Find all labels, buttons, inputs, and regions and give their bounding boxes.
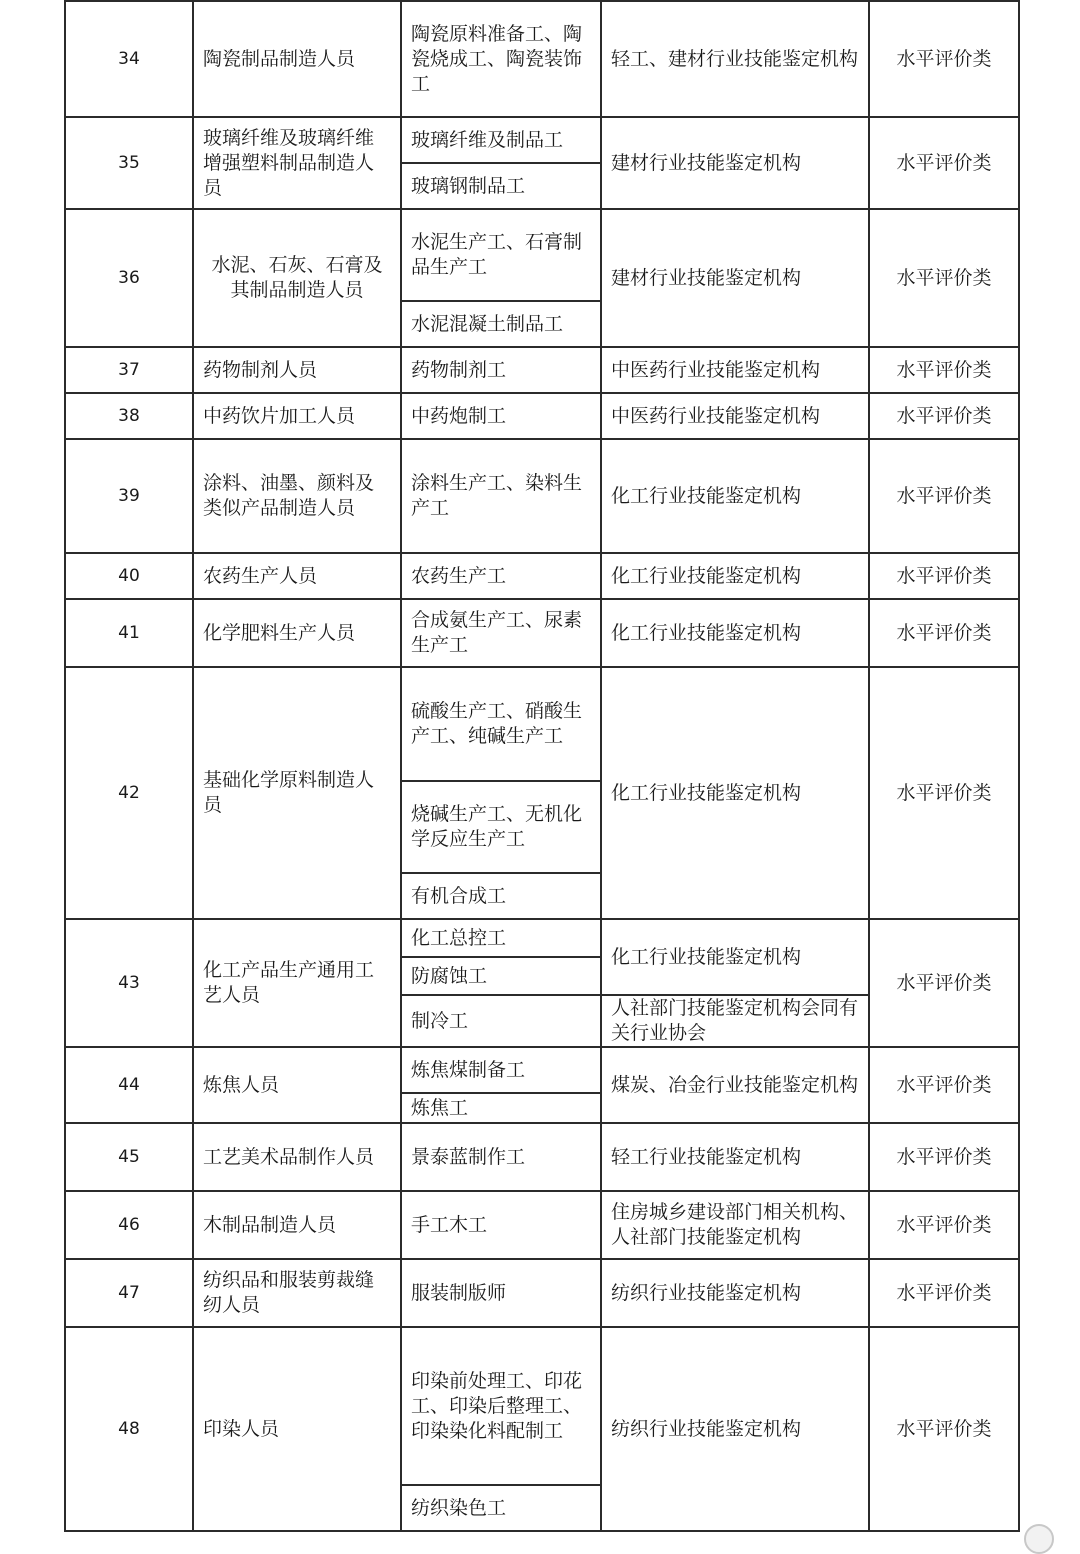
table-row (65, 553, 1019, 599)
agency-cell: 中医药行业技能鉴定机构 (601, 347, 869, 393)
agency-cell: 建材行业技能鉴定机构 (601, 117, 869, 209)
occupation-cell: 印染人员 (193, 1327, 401, 1531)
agency-cell: 化工行业技能鉴定机构 (601, 599, 869, 667)
occupation-cell: 工艺美术品制作人员 (193, 1123, 401, 1191)
occupation-cell: 化工产品生产通用工艺人员 (193, 919, 401, 1047)
row-number: 48 (65, 1327, 193, 1531)
row-number: 39 (65, 439, 193, 553)
job-cell: 炼焦工 (401, 1093, 601, 1123)
type-cell: 水平评价类 (869, 1259, 1019, 1327)
occupation-cell: 药物制剂人员 (193, 347, 401, 393)
row-number: 46 (65, 1191, 193, 1259)
table-row (65, 1191, 1019, 1259)
table-row (65, 117, 1019, 163)
job-cell: 炼焦煤制备工 (401, 1047, 601, 1093)
job-cell: 陶瓷原料准备工、陶瓷烧成工、陶瓷装饰工 (401, 1, 601, 117)
job-cell: 有机合成工 (401, 873, 601, 919)
occupation-table (64, 0, 1020, 1532)
row-number: 38 (65, 393, 193, 439)
job-cell: 手工木工 (401, 1191, 601, 1259)
job-cell: 玻璃钢制品工 (401, 163, 601, 209)
agency-cell: 中医药行业技能鉴定机构 (601, 393, 869, 439)
job-cell: 硫酸生产工、硝酸生产工、纯碱生产工 (401, 667, 601, 781)
job-cell: 玻璃纤维及制品工 (401, 117, 601, 163)
job-cell: 防腐蚀工 (401, 957, 601, 995)
agency-cell: 化工行业技能鉴定机构 (601, 439, 869, 553)
job-cell: 制冷工 (401, 995, 601, 1047)
occupation-cell: 木制品制造人员 (193, 1191, 401, 1259)
table-row (65, 393, 1019, 439)
type-cell: 水平评价类 (869, 209, 1019, 347)
type-cell: 水平评价类 (869, 439, 1019, 553)
job-cell: 纺织染色工 (401, 1485, 601, 1531)
occupation-cell: 陶瓷制品制造人员 (193, 1, 401, 117)
job-cell: 涂料生产工、染料生产工 (401, 439, 601, 553)
type-cell: 水平评价类 (869, 1327, 1019, 1531)
agency-cell: 住房城乡建设部门相关机构、人社部门技能鉴定机构 (601, 1191, 869, 1259)
job-cell: 中药炮制工 (401, 393, 601, 439)
table-row (65, 1047, 1019, 1093)
type-cell: 水平评价类 (869, 117, 1019, 209)
row-number: 36 (65, 209, 193, 347)
agency-cell: 煤炭、冶金行业技能鉴定机构 (601, 1047, 869, 1123)
row-number: 35 (65, 117, 193, 209)
row-number: 42 (65, 667, 193, 919)
type-cell: 水平评价类 (869, 667, 1019, 919)
type-cell: 水平评价类 (869, 1, 1019, 117)
table-row (65, 1, 1019, 117)
job-cell: 服装制版师 (401, 1259, 601, 1327)
occupation-cell: 纺织品和服装剪裁缝纫人员 (193, 1259, 401, 1327)
row-number: 43 (65, 919, 193, 1047)
agency-cell: 轻工、建材行业技能鉴定机构 (601, 1, 869, 117)
job-cell: 农药生产工 (401, 553, 601, 599)
agency-cell: 化工行业技能鉴定机构 (601, 667, 869, 919)
type-cell: 水平评价类 (869, 1123, 1019, 1191)
type-cell: 水平评价类 (869, 347, 1019, 393)
job-cell: 景泰蓝制作工 (401, 1123, 601, 1191)
table-row (65, 439, 1019, 553)
table-row (65, 347, 1019, 393)
table-row (65, 209, 1019, 301)
occupation-cell: 化学肥料生产人员 (193, 599, 401, 667)
job-cell: 烧碱生产工、无机化学反应生产工 (401, 781, 601, 873)
agency-cell: 纺织行业技能鉴定机构 (601, 1327, 869, 1531)
row-number: 45 (65, 1123, 193, 1191)
row-number: 44 (65, 1047, 193, 1123)
occupation-cell: 水泥、石灰、石膏及其制品制造人员 (193, 209, 401, 347)
table-row (65, 1327, 1019, 1485)
agency-cell: 人社部门技能鉴定机构会同有关行业协会 (601, 995, 869, 1047)
occupation-cell: 炼焦人员 (193, 1047, 401, 1123)
job-cell: 印染前处理工、印花工、印染后整理工、印染染化料配制工 (401, 1327, 601, 1485)
job-cell: 合成氨生产工、尿素生产工 (401, 599, 601, 667)
row-number: 40 (65, 553, 193, 599)
table-row (65, 599, 1019, 667)
table-row (65, 919, 1019, 957)
row-number: 34 (65, 1, 193, 117)
type-cell: 水平评价类 (869, 393, 1019, 439)
type-cell: 水平评价类 (869, 553, 1019, 599)
table-row (65, 1123, 1019, 1191)
agency-cell: 建材行业技能鉴定机构 (601, 209, 869, 347)
corner-badge-icon (1024, 1524, 1054, 1554)
type-cell: 水平评价类 (869, 1191, 1019, 1259)
job-cell: 化工总控工 (401, 919, 601, 957)
row-number: 47 (65, 1259, 193, 1327)
type-cell: 水平评价类 (869, 919, 1019, 1047)
agency-cell: 化工行业技能鉴定机构 (601, 919, 869, 995)
row-number: 37 (65, 347, 193, 393)
type-cell: 水平评价类 (869, 599, 1019, 667)
table-row (65, 667, 1019, 781)
job-cell: 水泥生产工、石膏制品生产工 (401, 209, 601, 301)
occupation-cell: 玻璃纤维及玻璃纤维增强塑料制品制造人员 (193, 117, 401, 209)
job-cell: 药物制剂工 (401, 347, 601, 393)
occupation-cell: 中药饮片加工人员 (193, 393, 401, 439)
agency-cell: 纺织行业技能鉴定机构 (601, 1259, 869, 1327)
job-cell: 水泥混凝土制品工 (401, 301, 601, 347)
table-row (65, 1259, 1019, 1327)
type-cell: 水平评价类 (869, 1047, 1019, 1123)
occupation-cell: 基础化学原料制造人员 (193, 667, 401, 919)
row-number: 41 (65, 599, 193, 667)
occupation-cell: 农药生产人员 (193, 553, 401, 599)
occupation-cell: 涂料、油墨、颜料及类似产品制造人员 (193, 439, 401, 553)
agency-cell: 轻工行业技能鉴定机构 (601, 1123, 869, 1191)
agency-cell: 化工行业技能鉴定机构 (601, 553, 869, 599)
